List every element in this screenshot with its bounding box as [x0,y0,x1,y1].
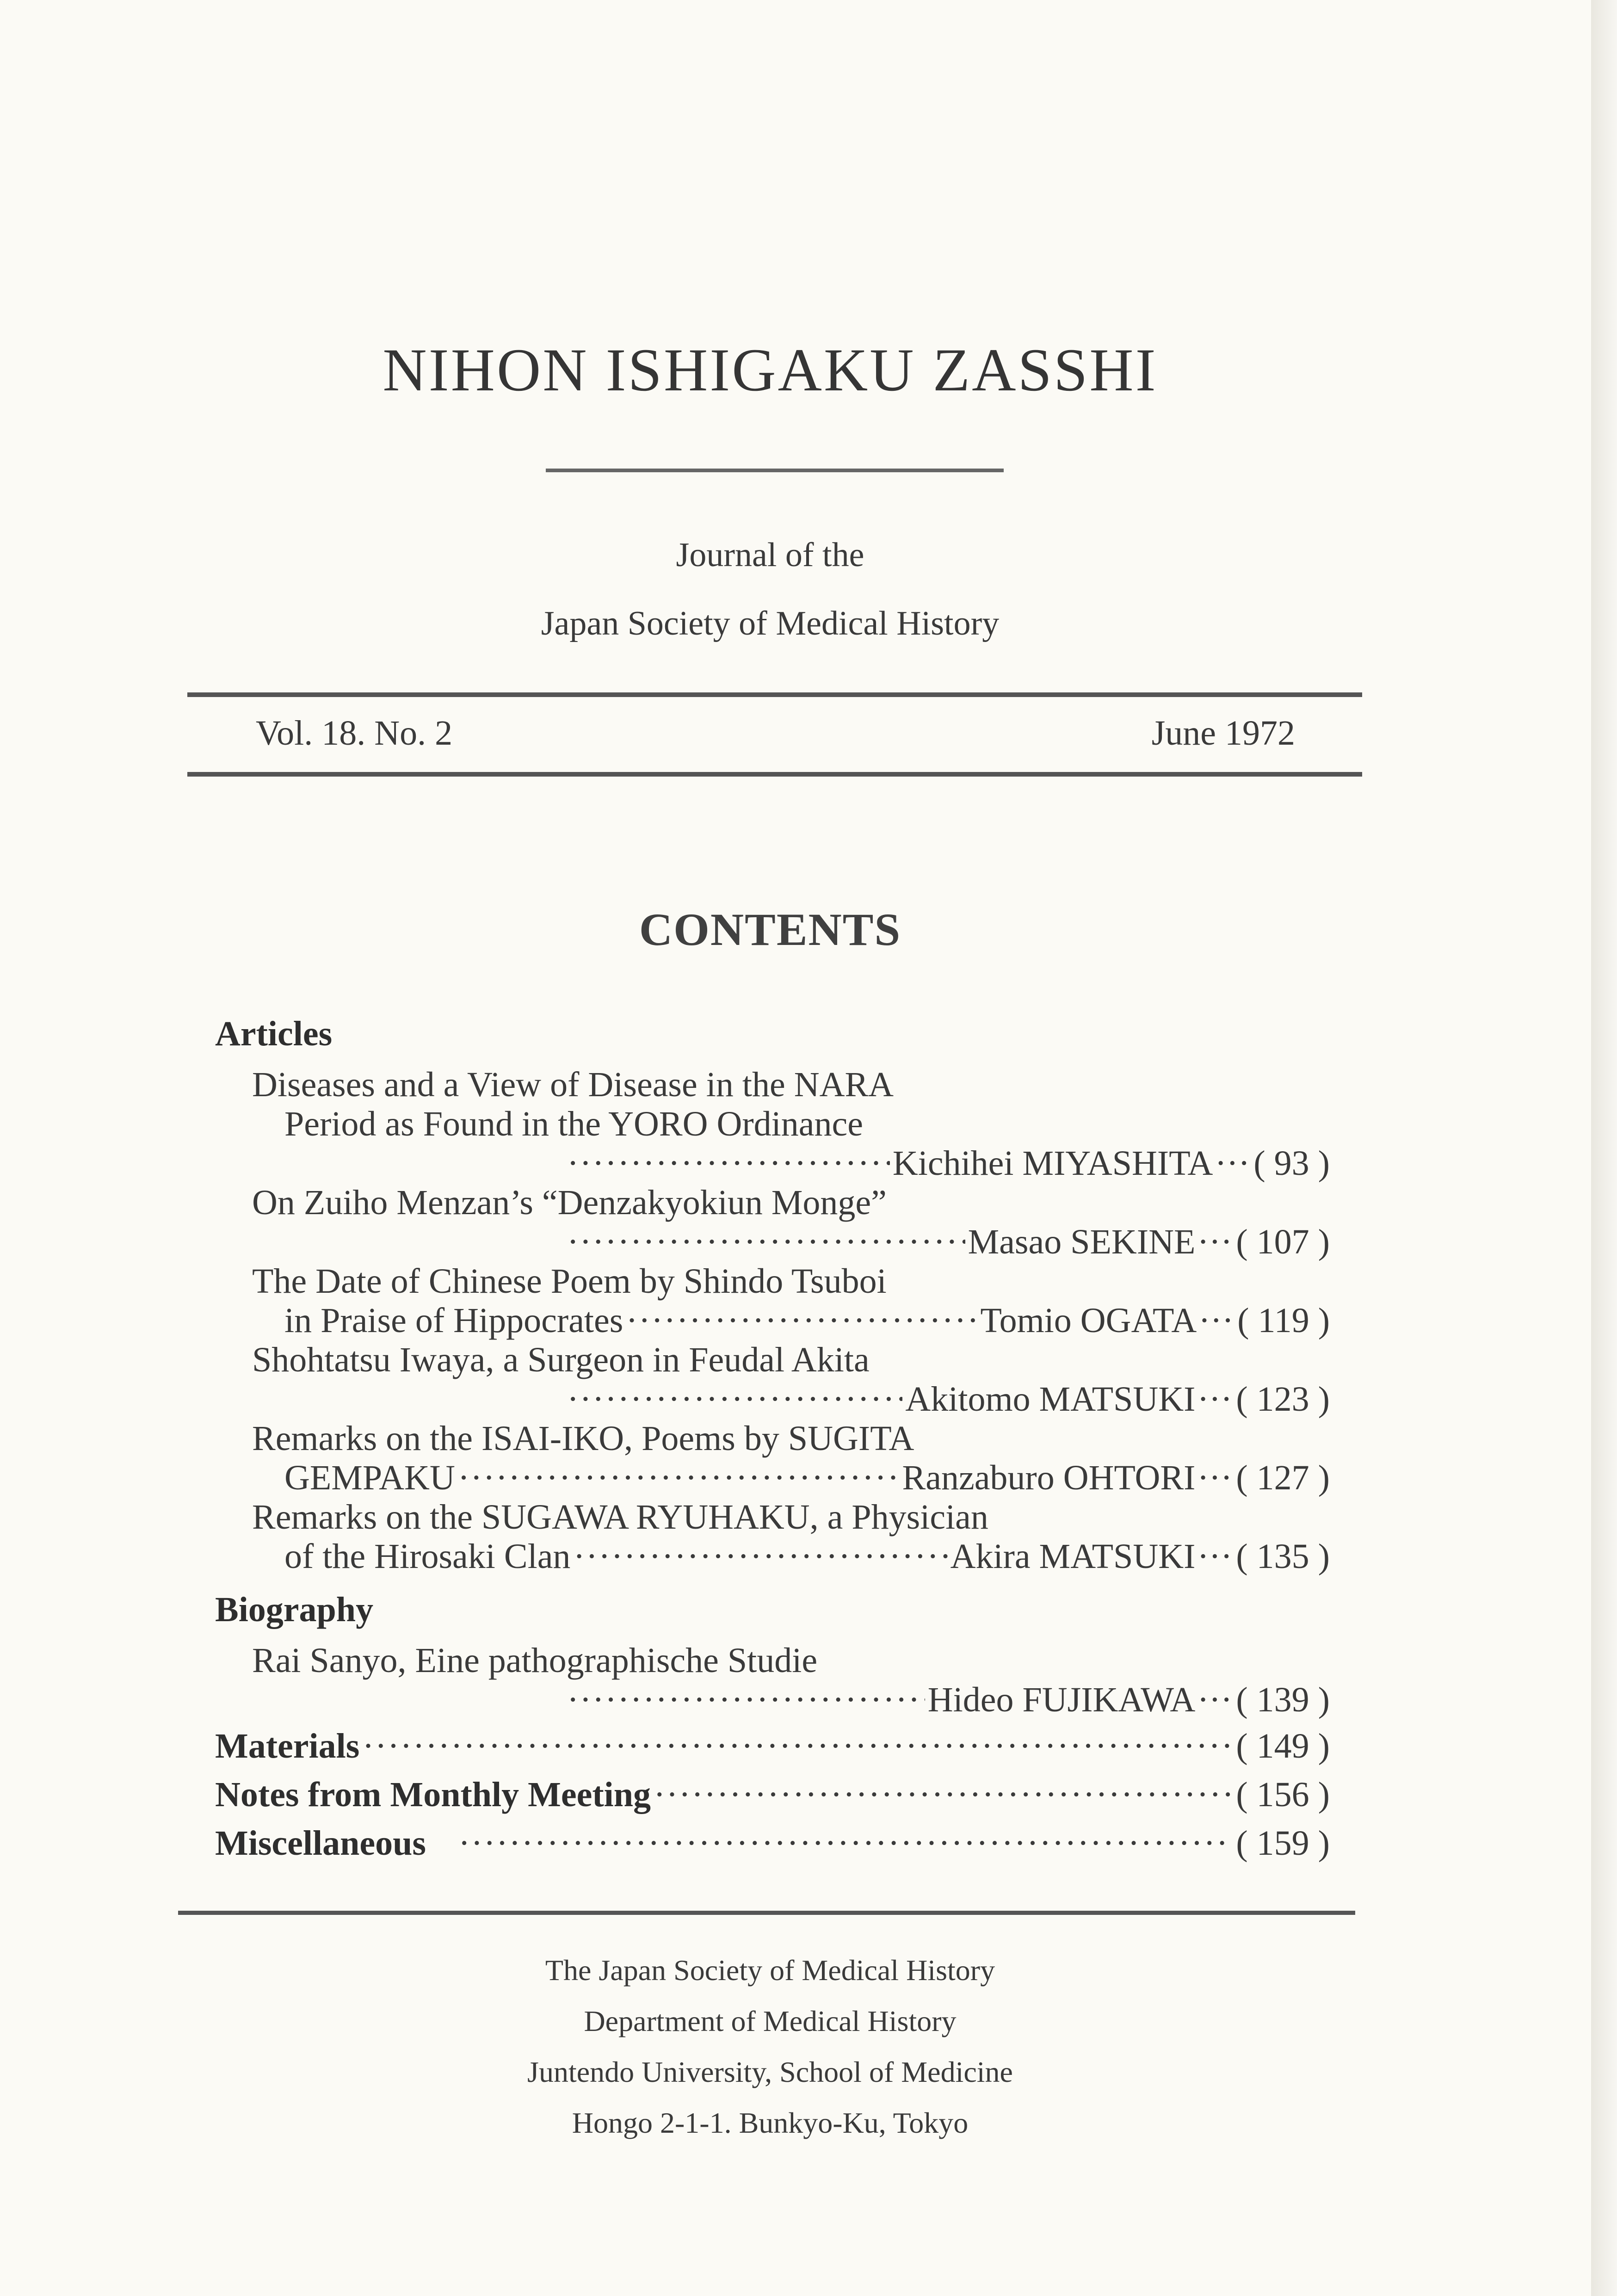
journal-title: NIHON ISHIGAKU ZASSHI [383,336,1158,404]
volume-top-divider [187,692,1362,697]
toc-entry-row [564,1679,1330,1721]
biography-author: Hideo FUJIKAWA [927,1680,1196,1719]
article-title-line: in Praise of Hippocrates [284,1301,623,1340]
issue-date: June 1972 [1151,714,1295,753]
section-page: ( 156 ) [1236,1775,1330,1814]
toc-entry-row [564,1142,1330,1184]
article-page: ( 123 ) [1236,1380,1330,1419]
article-title-line: The Date of Chinese Poem by Shindo Tsuboi [252,1262,887,1301]
biography-heading: Biography [215,1590,374,1629]
toc-entry-row [284,1457,1330,1499]
section-label: Miscellaneous [215,1824,426,1863]
journal-subtitle-line1: Journal of the [676,536,864,574]
ellipsis: ··· [1197,1537,1233,1576]
article-page: ( 119 ) [1237,1301,1330,1340]
dot-leader [654,1774,1232,1815]
dot-leader [567,1679,925,1721]
article-title-line: Remarks on the ISAI-IKO, Poems by SUGITA [252,1419,914,1458]
toc-section-row [215,1774,1330,1815]
ellipsis: ··· [1197,1458,1233,1497]
article-author: Tomio OGATA [980,1301,1197,1340]
toc-entry-row [564,1221,1330,1263]
contents-heading: CONTENTS [639,904,901,955]
dot-leader [626,1300,977,1341]
dot-leader [567,1378,902,1420]
dot-leader [567,1221,965,1263]
toc-section-row [215,1822,1330,1864]
dot-leader [458,1457,900,1499]
ellipsis: ··· [1198,1301,1234,1340]
article-page: ( 107 ) [1236,1222,1330,1261]
toc-section-row [215,1725,1330,1767]
dot-leader [567,1142,890,1184]
article-title-line: GEMPAKU [284,1458,455,1497]
dot-leader [458,1822,1232,1864]
ellipsis: ··· [1197,1222,1233,1261]
article-author: Akitomo MATSUKI [905,1380,1196,1419]
publisher-line: Juntendo University, School of Medicine [527,2055,1013,2088]
section-label: Notes from Monthly Meeting [215,1775,651,1814]
article-author: Akira MATSUKI [950,1537,1196,1576]
volume-number: Vol. 18. No. 2 [256,714,453,753]
article-title-line: On Zuiho Menzan’s “Denzakyokiun Monge” [252,1183,887,1222]
article-title-line: Diseases and a View of Disease in the NARA [252,1065,894,1104]
volume-bottom-divider [187,772,1362,777]
article-author: Ranzaburo OHTORI [902,1458,1196,1497]
publisher-line: The Japan Society of Medical History [545,1954,995,1987]
article-author: Masao SEKINE [968,1222,1196,1261]
journal-subtitle-line2: Japan Society of Medical History [541,605,1000,642]
dot-leader [362,1725,1232,1767]
ellipsis: ··· [1197,1380,1233,1419]
biography-page: ( 139 ) [1236,1680,1330,1719]
publisher-line: Department of Medical History [584,2005,957,2037]
article-author: Kichihei MIYASHITA [892,1144,1213,1183]
article-page: ( 127 ) [1236,1458,1330,1497]
section-page: ( 149 ) [1236,1727,1330,1765]
article-title-line: Period as Found in the YORO Ordinance [284,1105,863,1143]
section-page: ( 159 ) [1236,1824,1330,1863]
article-page: ( 93 ) [1253,1144,1330,1183]
title-divider [546,469,1004,472]
article-title-line: Remarks on the SUGAWA RYUHAKU, a Physician [252,1498,988,1537]
ellipsis: ··· [1215,1144,1250,1183]
bottom-divider [178,1911,1355,1915]
ellipsis: ··· [1197,1680,1233,1719]
section-label: Materials [215,1727,360,1765]
articles-heading: Articles [215,1014,333,1053]
publisher-line: Hongo 2-1-1. Bunkyo-Ku, Tokyo [572,2106,969,2139]
biography-title-line: Rai Sanyo, Eine pathographische Studie [252,1641,818,1680]
toc-entry-row [564,1378,1330,1420]
article-page: ( 135 ) [1236,1537,1330,1576]
article-title-line: of the Hirosaki Clan [284,1537,571,1576]
toc-entry-row [284,1536,1330,1577]
article-title-line: Shohtatsu Iwaya, a Surgeon in Feudal Akita [252,1340,870,1379]
dot-leader [573,1536,947,1577]
toc-entry-row [284,1300,1330,1341]
